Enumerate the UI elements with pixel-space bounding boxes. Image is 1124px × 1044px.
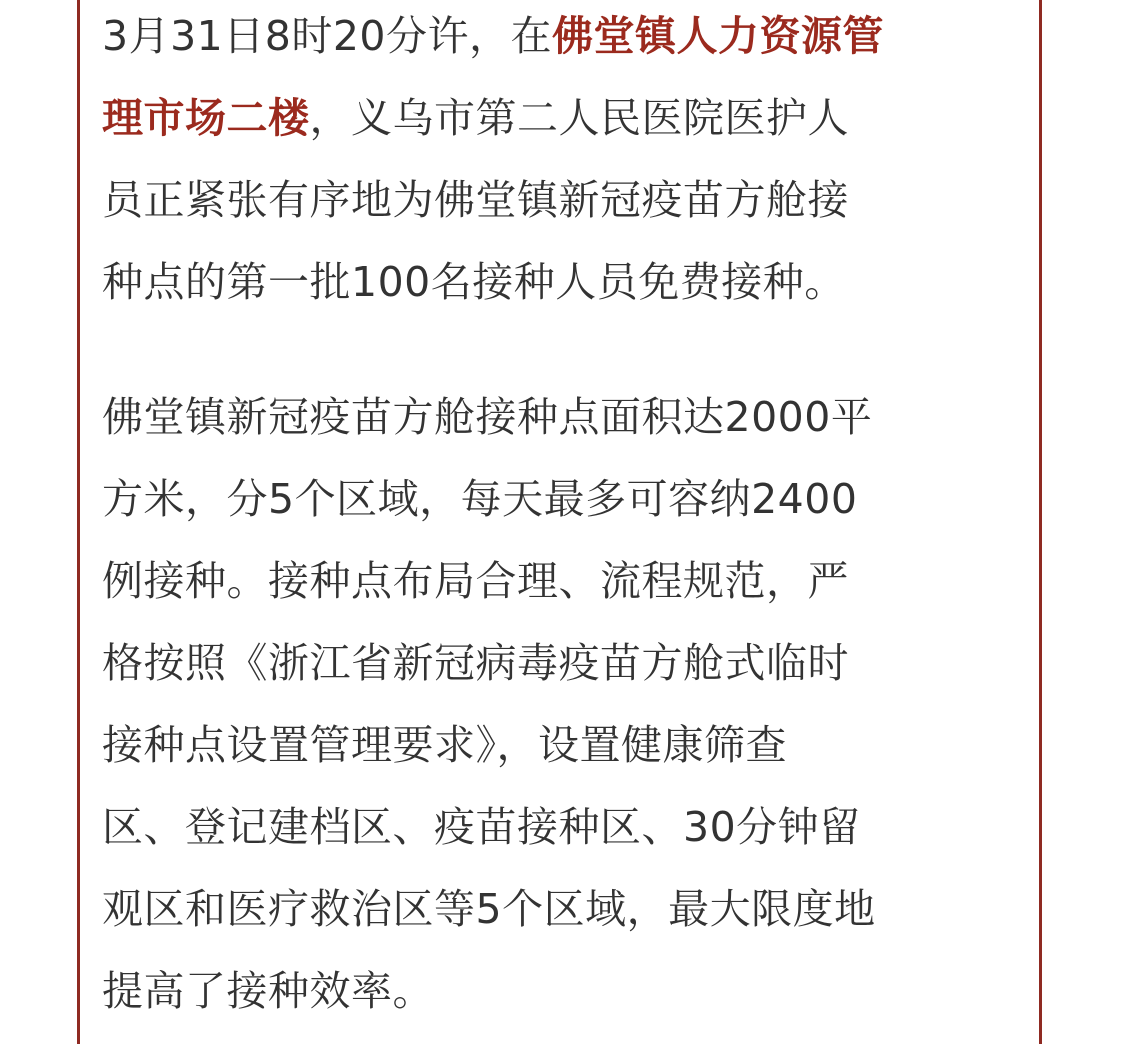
text-line: 例接种。接种点布局合理、流程规范，严 <box>102 557 849 605</box>
highlighted-location: 理市场二楼 <box>102 94 310 142</box>
text-line: 佛堂镇新冠疫苗方舱接种点面积达2000平 <box>102 393 873 441</box>
text-line: 格按照《浙江省新冠病毒疫苗方舱式临时 <box>102 639 849 687</box>
paragraph-site-description <box>102 376 876 1032</box>
text-run: ，义乌市第二人民医院医护人 <box>309 94 849 142</box>
text-line: 种点的第一批100名接种人员免费接种。 <box>102 258 846 306</box>
text-line: 接种点设置管理要求》，设置健康筛查 <box>102 721 787 769</box>
text-line <box>102 0 884 77</box>
text-line <box>102 77 884 159</box>
text-line: 员正紧张有序地为佛堂镇新冠疫苗方舱接 <box>102 176 849 224</box>
text-line: 方米，分5个区域，每天最多可容纳2400 <box>102 475 858 523</box>
paragraph-vaccination-event <box>102 0 884 323</box>
text-line: 观区和医疗救治区等5个区域，最大限度地 <box>102 885 876 933</box>
highlighted-location: 佛堂镇人力资源管 <box>552 12 885 60</box>
text-line: 提高了接种效率。 <box>102 967 434 1015</box>
text-run: 3月31日8时20分许，在 <box>102 12 553 60</box>
text-line: 区、登记建档区、疫苗接种区、30分钟留 <box>102 803 861 851</box>
